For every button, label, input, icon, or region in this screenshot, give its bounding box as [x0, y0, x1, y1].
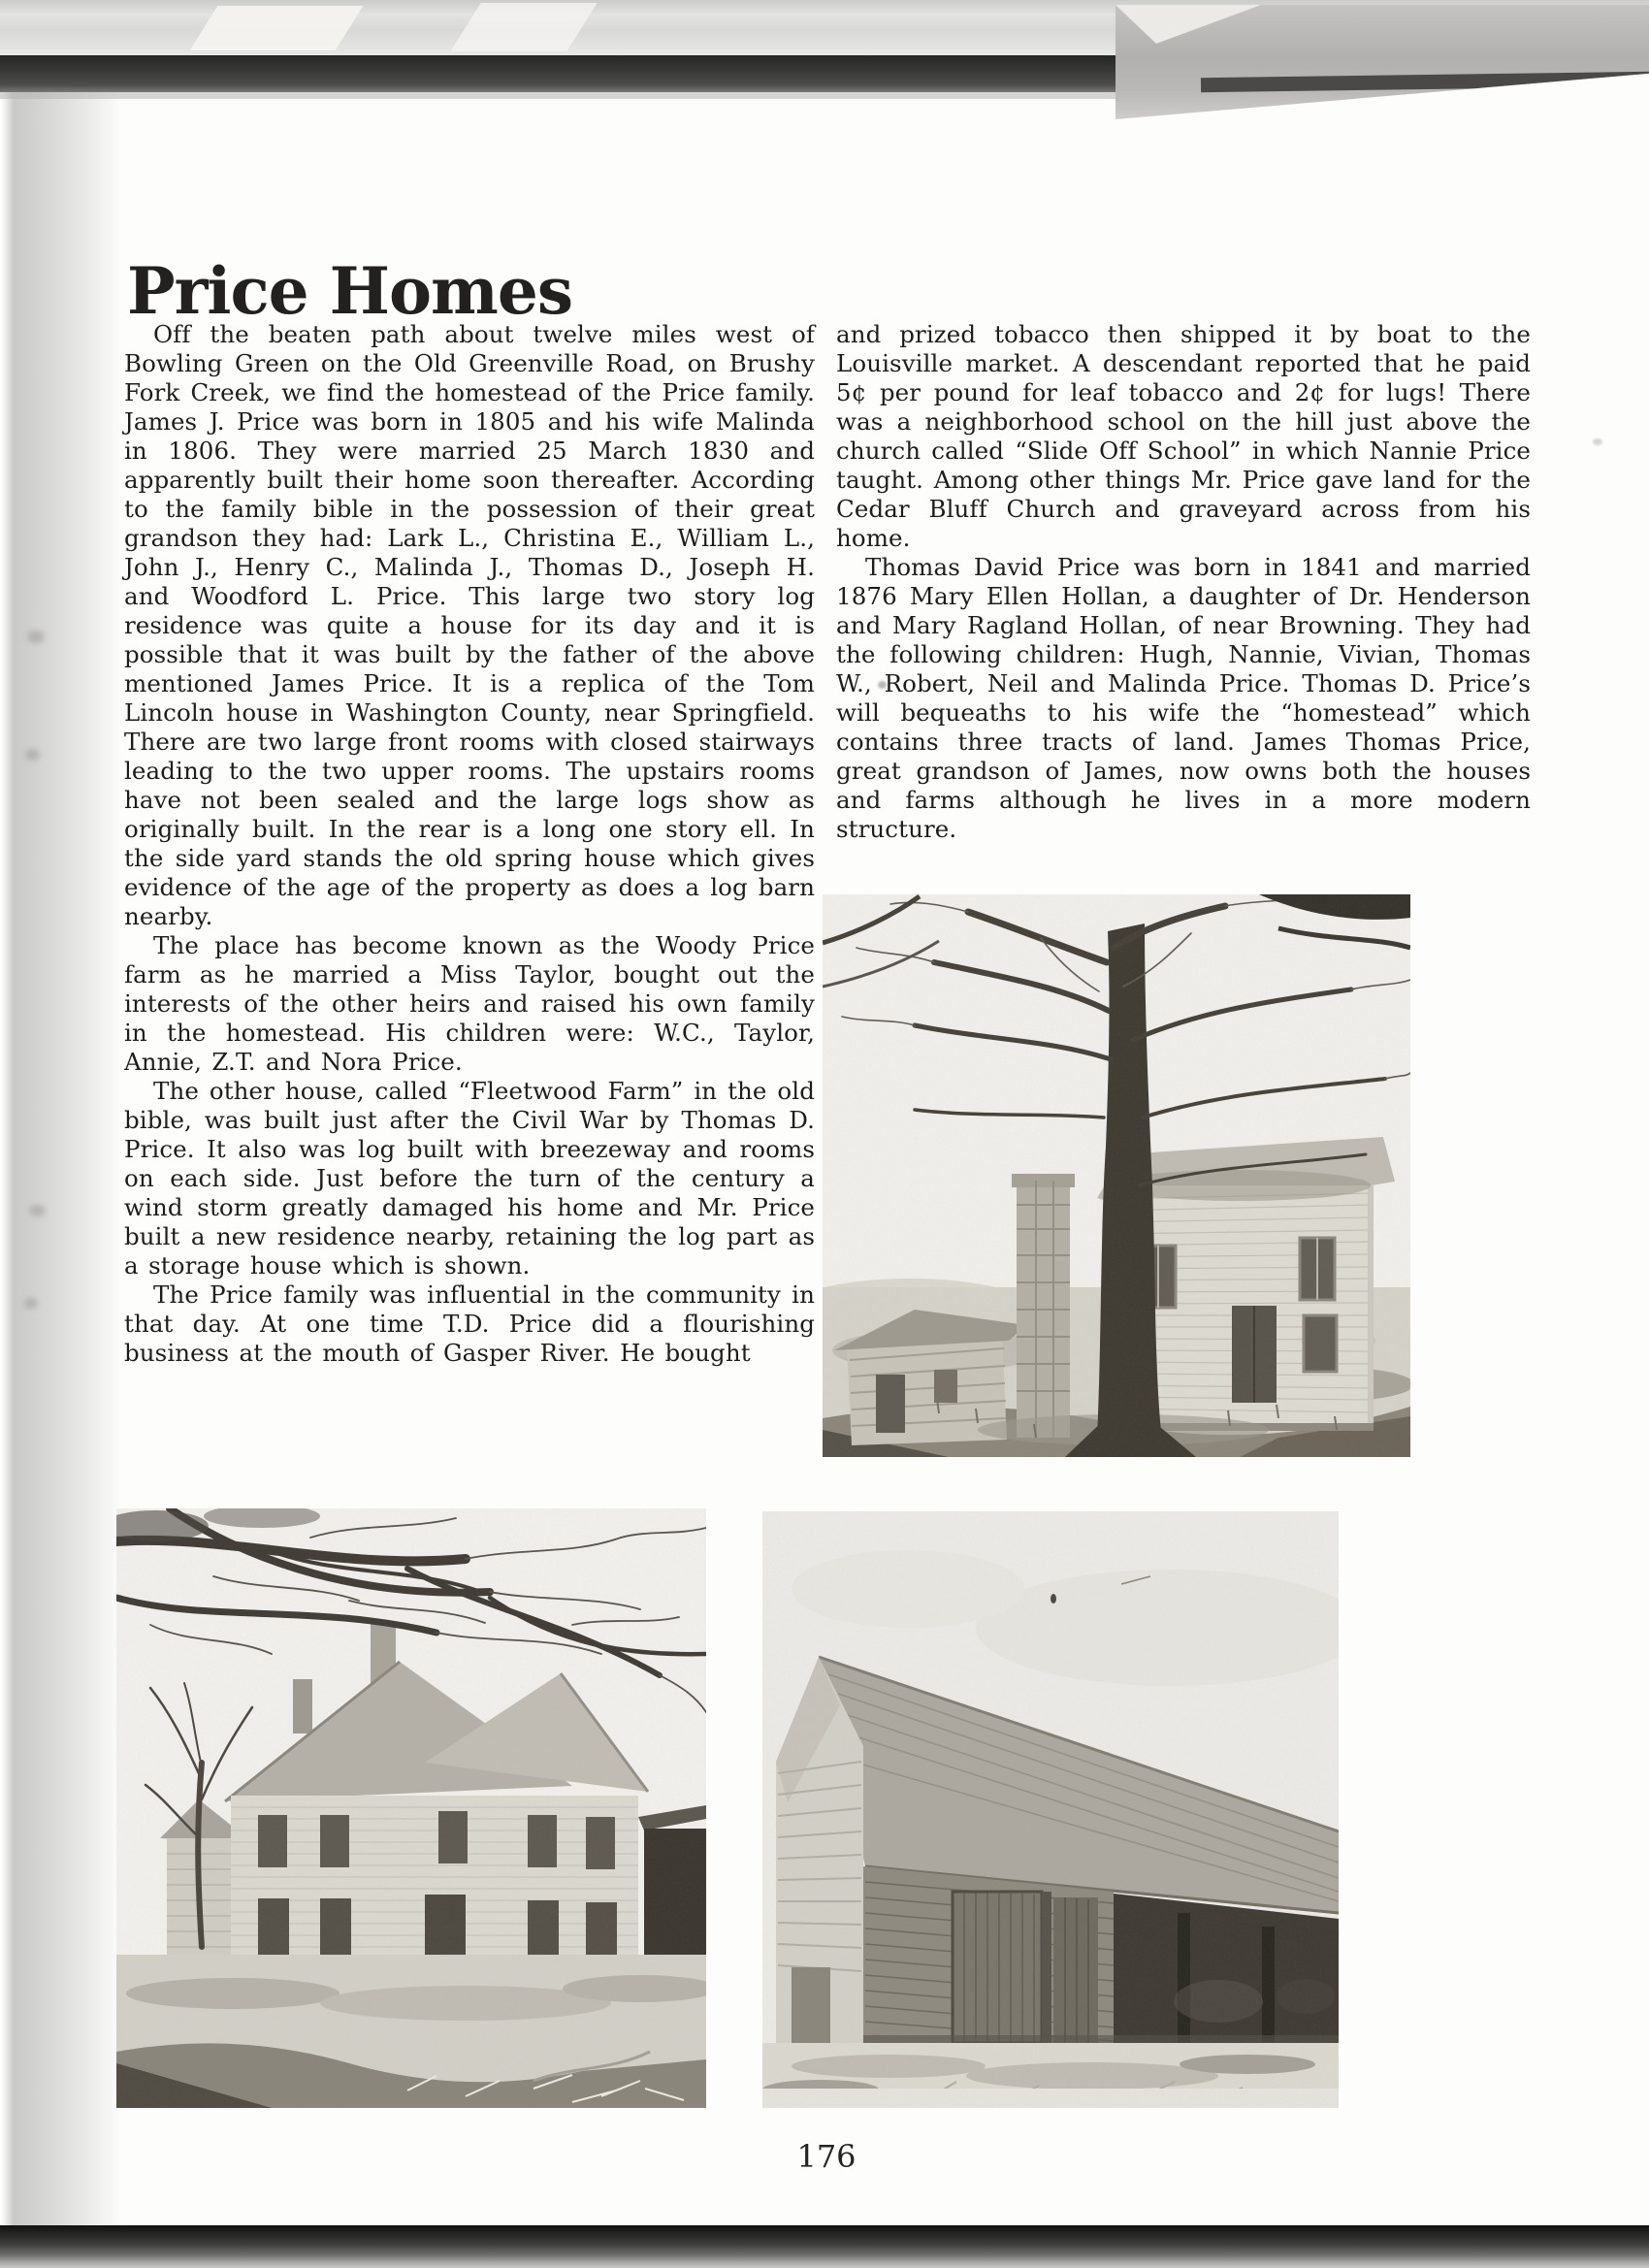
paragraph: The Price family was influential in the community in that day. At one time T.D. Price did a flourishing business at the mouth of Gasper River. He bought	[124, 1280, 815, 1367]
photo-illustration	[823, 894, 1410, 1457]
scan-highlight	[190, 6, 364, 50]
scan-artifact-dark-band	[0, 55, 1174, 92]
page-number: 176	[796, 2138, 857, 2175]
photo-illustration	[116, 1508, 706, 2108]
scan-smudge	[25, 749, 40, 761]
scan-artifact-corner	[1116, 5, 1649, 119]
left-column	[124, 320, 815, 1368]
photo-log-storage-barn	[762, 1511, 1339, 2108]
paragraph: The place has become known as the Woody Price farm as he married a Miss Taylor, bought out the interests of the other heirs and raised his own family in the homestead. His children were: W.C., Taylor, Annie, Z.T. and Nora Price.	[124, 931, 815, 1076]
photo-woody-price-farmhouse	[116, 1508, 706, 2108]
scan-artifact-bottom-band	[0, 2225, 1649, 2268]
photo-log-homestead	[823, 894, 1410, 1457]
paragraph: The other house, called “Fleetwood Farm” in the old bible, was built just after the Civil War by Thomas D. Price. It also was log built with breezeway and rooms on each side. Just before the turn of the century a wind storm greatly damaged his home and Mr. Price built a new residence nearby, retaining the log part as a storage house which is shown.	[124, 1077, 815, 1280]
scan-smudge	[27, 631, 45, 643]
paragraph: Off the beaten path about twelve miles west of Bowling Green on the Old Greenville Road, on Brushy Fork Creek, we find the homestead of the Price family. James J. Price was born in 1805 and his wife Malinda in 1806. They were married 25 March 1830 and apparently built their home soon thereafter. According to the family bible in the possession of their great grandson they had: Lark L., Christina E., William L., John J., Henry C., Malinda J., Thomas D., Joseph H. and Woodford L. Price. This large two story log residence was quite a house for its day and it is possible that it was built by the father of the above mentioned James Price. It is a replica of the Tom Lincoln house in Washington County, near Springfield. There are two large front rooms with closed stairways leading to the two upper rooms. The upstairs rooms have not been sealed and the large logs show as originally built. In the rear is a long one story ell. In the side yard stands the old spring house which gives evidence of the age of the property as does a log barn nearby.	[124, 320, 815, 930]
scan-smudge	[29, 1205, 46, 1216]
paragraph: and prized tobacco then shipped it by boat to the Louisville market. A descendant reported that he paid 5¢ per pound for leaf tobacco and 2¢ for lugs! There was a neighborhood school on the hill just above the church called “Slide Off School” in which Nannie Price taught. Among other things Mr. Price gave land for the Cedar Bluff Church and graveyard across from his home.	[836, 320, 1531, 552]
page-title: Price Homes	[127, 253, 572, 330]
scan-fold-highlight	[1116, 5, 1261, 44]
right-column	[836, 320, 1531, 844]
scan-dark-streak	[1201, 72, 1649, 92]
scan-artifact-fade	[0, 92, 1116, 99]
paragraph: Thomas David Price was born in 1841 and married 1876 Mary Ellen Hollan, a daughter of Dr. Henderson and Mary Ragland Hollan, of near Browning. They had the following children: Hugh, Nannie, Vivian, Thomas W., Robert, Neil and Malinda Price. Thomas D. Price’s will bequeaths to his wife the “homestead” which contains three tracts of land. James Thomas Price, great grandson of James, now owns both the houses and farms although he lives in a more modern structure.	[836, 553, 1531, 843]
photo-illustration	[762, 1511, 1339, 2108]
scan-speck	[1593, 438, 1602, 445]
scan-gutter-shadow	[0, 0, 124, 2227]
scan-smudge	[24, 1298, 38, 1309]
